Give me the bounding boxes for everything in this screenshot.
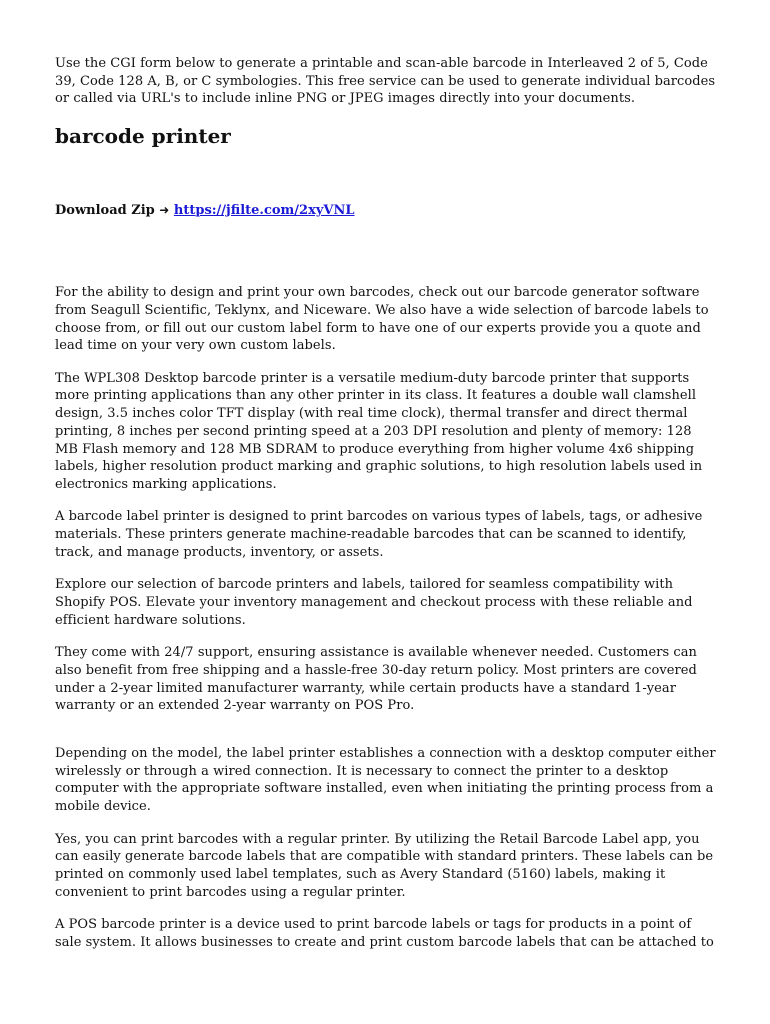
paragraph-regular-printer: Yes, you can print barcodes with a regular printer. By utilizing the Retail Barcode Label app, you can easily generate barcode labels that are compatible with standard printers. These labels can be printed on commonly used label templates, such as Avery Standard (5160) labels, making it convenient to print barcodes using a regular printer. xyxy=(55,831,714,900)
paragraph-custom-barcodes: For the ability to design and print your own barcodes, check out our barcode generator software from Seagull Scientific, Teklynx, and Niceware. We also have a wide selection of barcode labels to choose from, or fill out our custom label form to have one of our experts provide you a quote and lead time on your very own custom labels. xyxy=(55,285,709,354)
download-link[interactable]: https://jfilte.com/2xyVNL xyxy=(173,203,355,219)
arrow-icon: ➜ xyxy=(159,203,170,218)
intro-paragraph: Use the CGI form below to generate a printable and scan-able barcode in Interleaved 2 of 5, Code 39, Code 128 A, B, or C symbologies. This free service can be used to generate individual barcodes or called via URL's to include inline PNG or JPEG images directly into your documents. xyxy=(55,56,716,107)
paragraph-wpl308: The WPL308 Desktop barcode printer is a versatile medium-duty barcode printer that supports more printing applications than any other printer in its class. It features a double wall clamshell design, 3.5 inches color TFT display (with real time clock), thermal transfer and direct thermal printing, 8 inches per second printing speed at a 203 DPI resolution and plenty of memory: 128 MB Flash memory and 128 MB SDRAM to produce everything from higher volume 4x6 shipping labels, higher resolution product marking and graphic solutions, to high resolution labels used in electronics marking applications. xyxy=(55,370,703,492)
page-title: barcode printer xyxy=(55,124,231,149)
paragraph-pos-printer: A POS barcode printer is a device used to print barcode labels or tags for products in a point of sale system. It allows businesses to create and print custom barcode labels that can be attached to xyxy=(55,917,714,950)
paragraph-connection: Depending on the model, the label printer establishes a connection with a desktop computer either wirelessly or through a wired connection. It is necessary to connect the printer to a desktop computer with the appropriate software installed, even when initiating the printing process from a mobile device. xyxy=(55,746,716,815)
paragraph-label-printer: A barcode label printer is designed to print barcodes on various types of labels, tags, or adhesive materials. These printers generate machine-readable barcodes that can be scanned to identify, track, and manage products, inventory, or assets. xyxy=(55,509,703,560)
download-label: Download Zip xyxy=(55,203,155,219)
download-line xyxy=(55,201,717,220)
paragraph-support: They come with 24/7 support, ensuring assistance is available whenever needed. Customers can also benefit from free shipping and a hassle-free 30-day return policy. Most printers are covered under a 2-year limited manufacturer warranty, while certain products have a standard 1-year warranty or an extended 2-year warranty on POS Pro. xyxy=(55,645,697,714)
paragraph-shopify-pos: Explore our selection of barcode printers and labels, tailored for seamless compatibility with Shopify POS. Elevate your inventory management and checkout process with these reliable and efficient hardware solutions. xyxy=(55,577,693,628)
document-page xyxy=(55,55,717,966)
